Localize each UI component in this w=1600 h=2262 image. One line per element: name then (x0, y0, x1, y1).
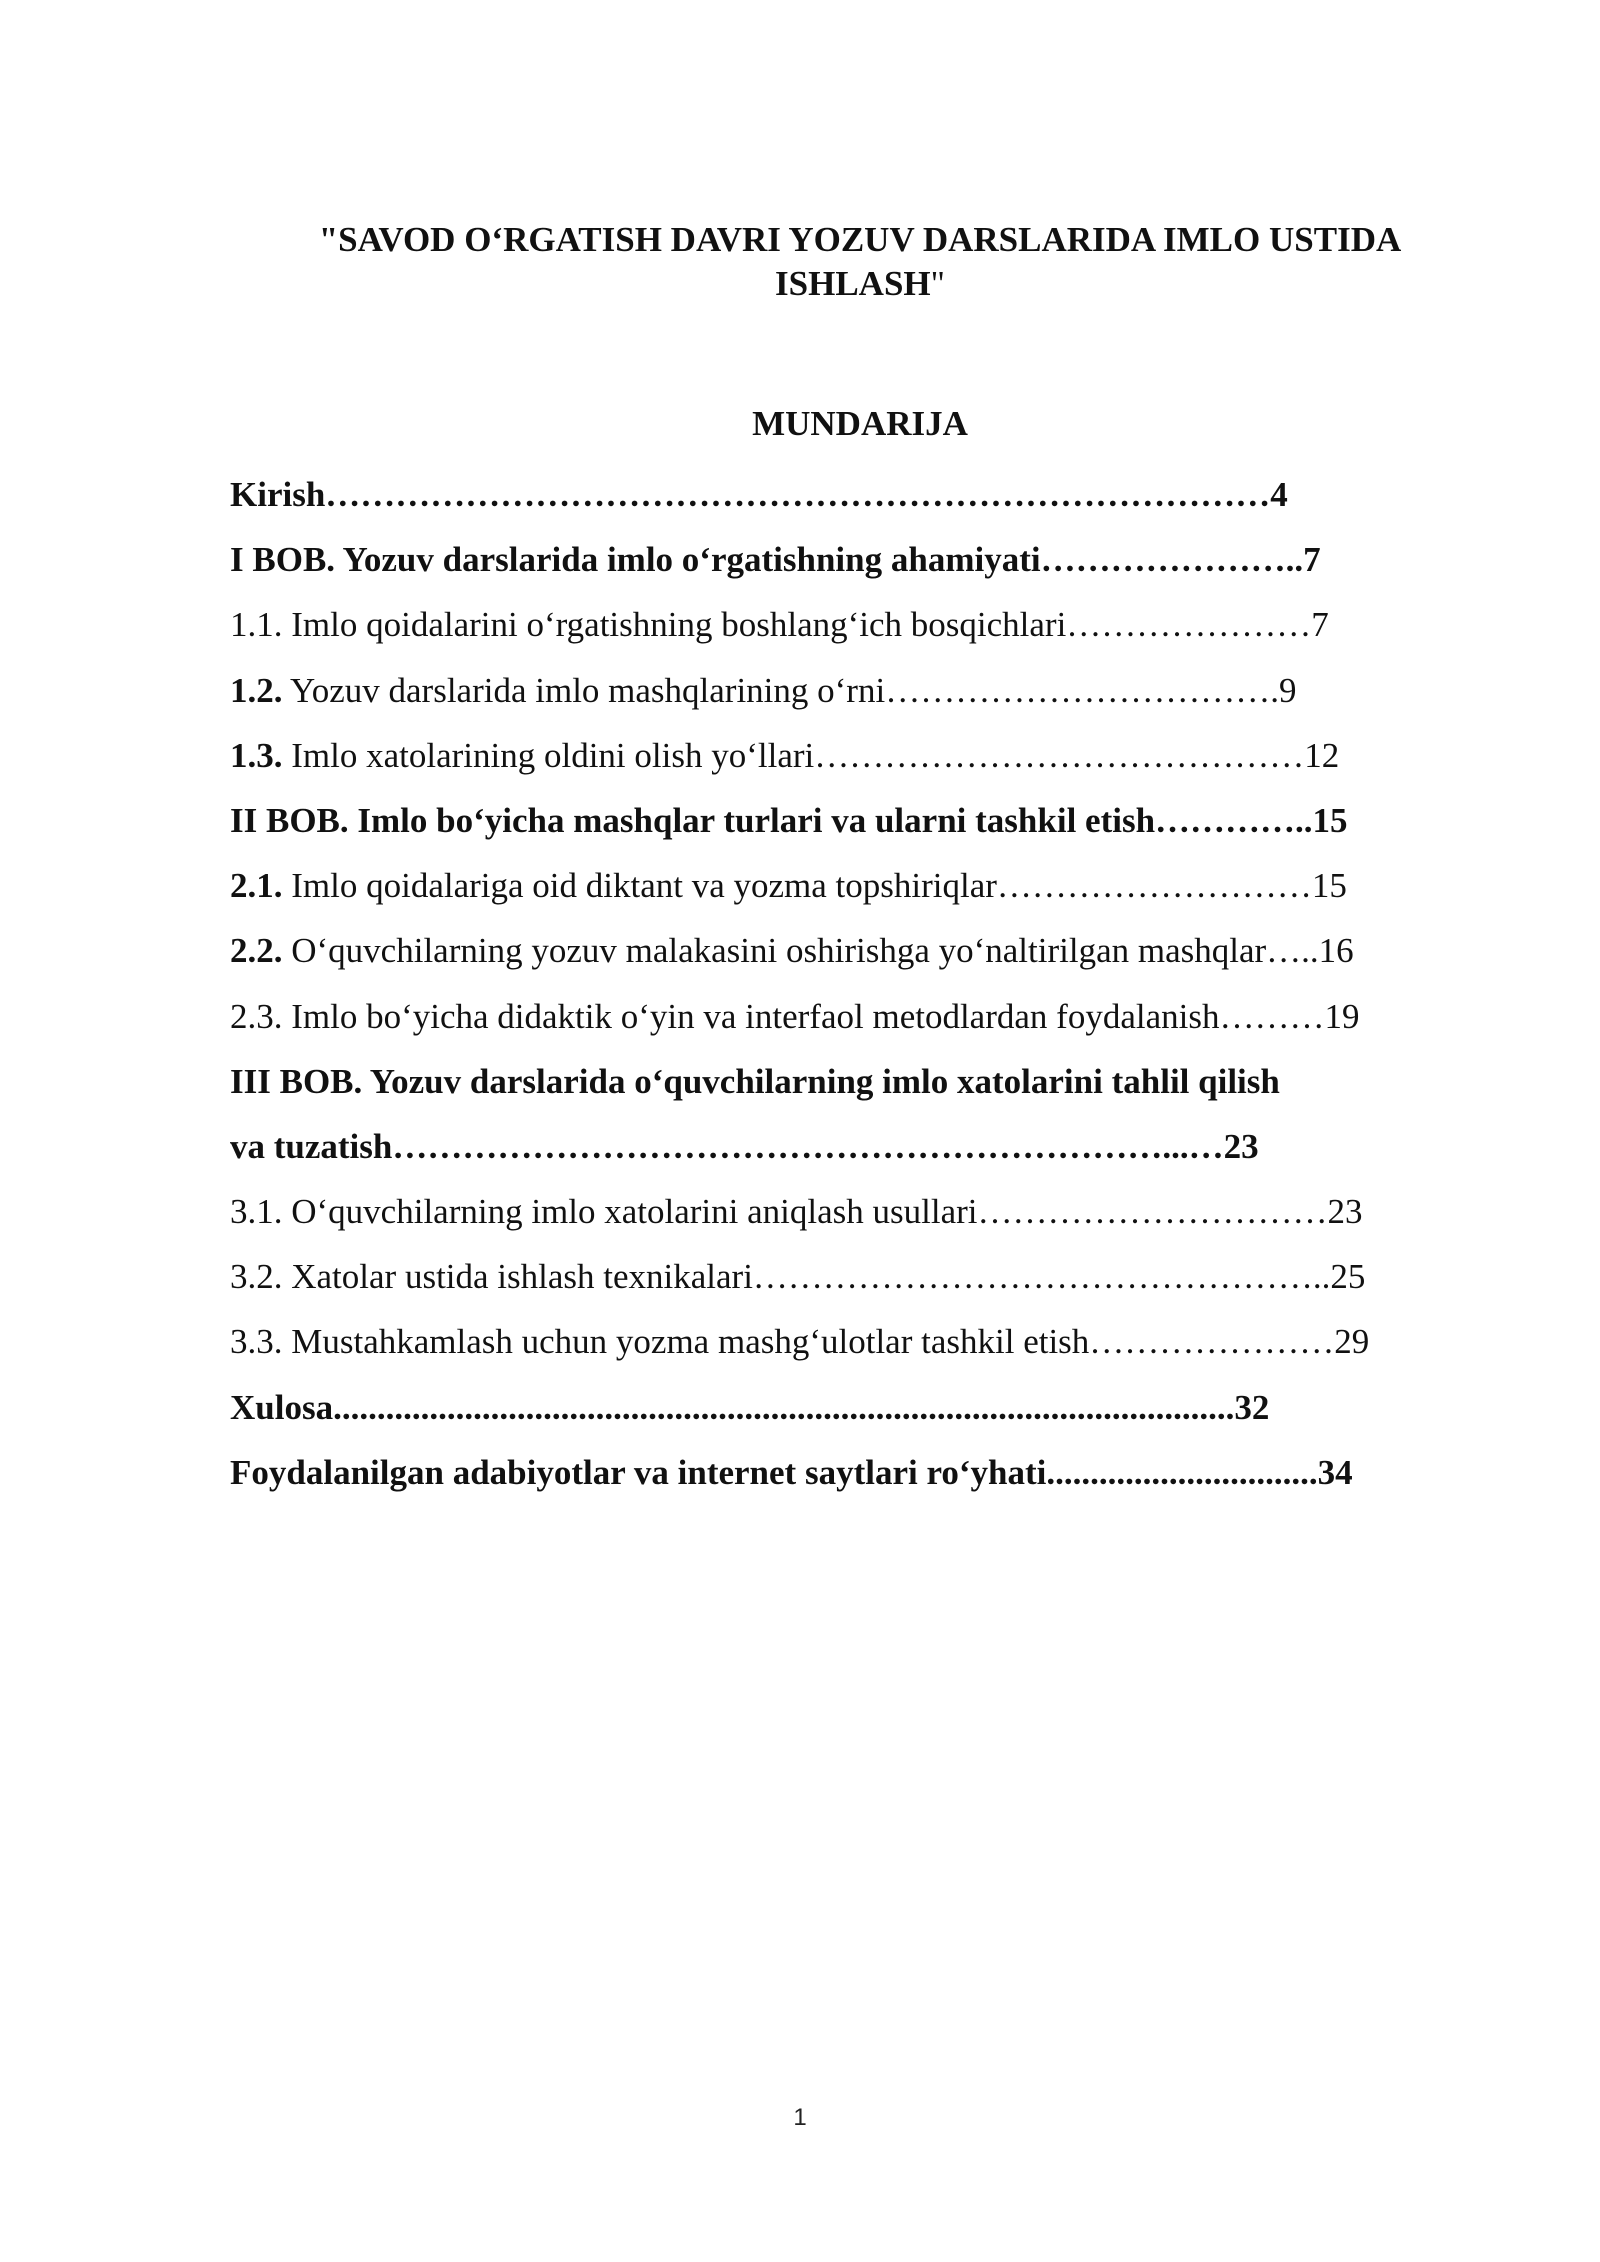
toc-entry (230, 984, 1470, 1049)
toc-entry-text: II BOB. Imlo bo‘yicha mashqlar turlari va ularni tashkil etish…………..15 (230, 800, 1348, 840)
toc-entry (230, 527, 1470, 592)
toc-entry-text: Imlo bo‘yicha didaktik o‘yin va interfaol metodlardan foydalanish………19 (282, 996, 1360, 1036)
toc-entry (230, 1114, 1470, 1179)
toc-entry-text: Xulosa.......................................................................................................32 (230, 1387, 1270, 1427)
toc-heading: MUNDARIJA (752, 404, 968, 443)
toc-entry (230, 918, 1470, 983)
toc-entry-text: Imlo xatolarining oldini olish yo‘llari……………………………………12 (282, 735, 1340, 775)
toc-entry-text: Imlo qoidalariga oid diktant va yozma topshiriqlar………………………15 (282, 866, 1347, 906)
toc-entry (230, 1244, 1470, 1309)
toc-entry-text: Mustahkamlash uchun yozma mashg‘ulotlar tashkil etish…………………29 (282, 1322, 1370, 1362)
title-line-2: ISHLASH (775, 264, 931, 303)
toc-entry-text: O‘quvchilarning imlo xatolarini aniqlash usullari…………………………23 (282, 1192, 1363, 1232)
toc-entry-text: Xatolar ustida ishlash texnikalari…………………………………………..25 (282, 1257, 1366, 1297)
toc-entry-text: Foydalanilgan adabiyotlar va internet saytlari ro‘yhati...............................34 (230, 1452, 1353, 1492)
document-title (230, 218, 1490, 306)
table-of-contents (230, 462, 1470, 1505)
toc-entry-number: 2.2. (230, 931, 283, 971)
title-line-1: "SAVOD O‘RGATISH DAVRI YOZUV DARSLARIDA IMLO USTIDA (318, 220, 1402, 259)
toc-entry-number: 1.1. (230, 605, 283, 645)
toc-entry-number: 2.1. (230, 866, 283, 906)
toc-entry-text: III BOB. Yozuv darslarida o‘quvchilarning imlo xatolarini tahlil qilish (230, 1061, 1280, 1101)
toc-entry-text: I BOB. Yozuv darslarida imlo o‘rgatishning ahamiyati…………………..7 (230, 540, 1321, 580)
toc-entry (230, 592, 1470, 657)
toc-entry-text: O‘quvchilarning yozuv malakasini oshirishga yo‘naltirilgan mashqlar…..16 (282, 931, 1354, 971)
toc-entry-text: Yozuv darslarida imlo mashqlarining o‘rni…………………………….9 (282, 670, 1297, 710)
toc-entry (230, 1440, 1470, 1505)
title-closing-quote: " (930, 264, 945, 303)
toc-entry (230, 1049, 1470, 1114)
toc-entry-text: va tuzatish…………………………………………………………...…23 (230, 1126, 1259, 1166)
toc-entry-number: 3.3. (230, 1322, 283, 1362)
toc-entry-number: 3.1. (230, 1192, 283, 1232)
toc-entry (230, 723, 1470, 788)
toc-entry (230, 658, 1470, 723)
page-number: 1 (793, 2104, 807, 2131)
toc-entry (230, 462, 1470, 527)
toc-entry-number: 1.2. (230, 670, 283, 710)
toc-entry-number: 1.3. (230, 735, 283, 775)
toc-entry (230, 788, 1470, 853)
toc-entry-number: 3.2. (230, 1257, 283, 1297)
toc-entry (230, 1309, 1470, 1374)
toc-entry (230, 1375, 1470, 1440)
toc-entry (230, 1179, 1470, 1244)
toc-entry (230, 853, 1470, 918)
toc-entry-text: Imlo qoidalarini o‘rgatishning boshlang‘ich bosqichlari…………………7 (282, 605, 1329, 645)
toc-entry-number: 2.3. (230, 996, 283, 1036)
toc-entry-text: Kirish………………………………………………………………………4 (230, 475, 1288, 514)
